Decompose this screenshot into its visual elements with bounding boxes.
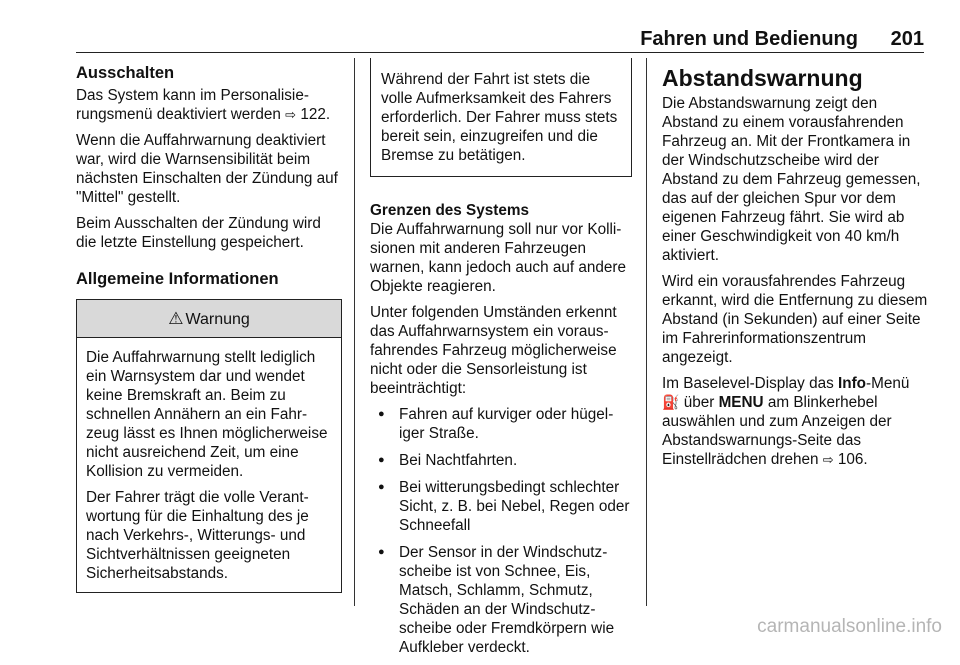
page-number: 201 [890, 28, 924, 50]
warning-header [77, 300, 341, 338]
menu-label: MENU [718, 394, 764, 411]
list-item: ● Der Sensor in der Windschutzscheibe ist von Schnee, Eis, Matsch, Schlamm, Schmutz, Schäden an der Windschutzscheibe oder Fremdkörpern wie Aufkleber verdeckt. [370, 543, 632, 657]
list-item: ● Bei witterungsbedingt schlechter Sicht, z. B. bei Nebel, Regen oder Schneefall [370, 478, 632, 535]
page-ref-link[interactable]: 122. [300, 106, 331, 123]
column-divider-1 [354, 58, 355, 606]
page-ref-link[interactable]: 106. [837, 451, 868, 468]
paragraph: Wird ein vorausfahrendes Fahrzeug erkannt, wird die Entfernung zu diesem Abstand (in Sekunden) auf einer Seite im Fahrerinformationszentrum angezeigt. [662, 273, 928, 366]
watermark: carmanualsonline.info [757, 616, 942, 637]
heading-abstandswarnung: Abstandswarnung [662, 65, 863, 91]
section-title: Fahren und Bedienung [640, 28, 858, 50]
paragraph: Unter folgenden Umständen erkennt das Auffahrwarnsystem ein vorausfahrendes Fahrzeug möglicherweise nicht oder die Sensorleistung ist beeinträchtigt: [370, 304, 617, 397]
warning-triangle-icon: ⚠ [168, 309, 184, 328]
header-divider [76, 52, 924, 53]
bullet-list [370, 405, 632, 657]
page-ref-arrow-icon: ⇨ [822, 452, 834, 467]
warning-box [76, 299, 342, 593]
paragraph-text: Das System kann im Personalisierungsmenü deaktiviert werden [76, 87, 309, 123]
warning-body [77, 338, 341, 592]
heading-grenzen-des-systems: Grenzen des Systems [370, 202, 529, 219]
paragraph-text: am Blinkerhebel auswählen und zum Anzeigen der Abstandswarnungs-Seite das Einstellrädchen drehen [662, 394, 892, 468]
paragraph [76, 86, 342, 124]
list-item: ● Bei Nachtfahrten. [370, 451, 632, 470]
paragraph-text: über [683, 394, 715, 411]
list-item: ● Fahren auf kurviger oder hügeliger Straße. [370, 405, 632, 443]
warning-title: Warnung [185, 311, 250, 328]
page-ref-arrow-icon: ⇨ [285, 107, 297, 122]
warning-paragraph: Der Fahrer trägt die volle Verantwortung für die Einhaltung des je nach Verkehrs-, Witterungs- und Sichtverhältnissen geeigneten Sicherheitsabstands. [86, 489, 309, 582]
car-icon: ⛽ [662, 394, 680, 410]
paragraph: Beim Ausschalten der Zündung wird die letzte Einstellung gespeichert. [76, 215, 321, 251]
warning-box-continued [370, 58, 632, 177]
paragraph [662, 374, 928, 469]
heading-allgemeine-informationen: Allgemeine Informationen [76, 270, 279, 288]
warning-paragraph: Die Auffahrwarnung stellt lediglich ein Warnsystem dar und wendet keine Bremskraft an. Beim zu schnellen Annähern an ein Fahrzeug lässt es Ihnen möglicherweise nicht ausreichend Zeit, um eine Kollision zu vermeiden. [86, 349, 328, 480]
paragraph-text: -Menü [866, 375, 910, 392]
heading-ausschalten: Ausschalten [76, 64, 175, 82]
column-middle [370, 64, 632, 665]
column-right [662, 64, 928, 476]
page-header [0, 0, 960, 58]
column-divider-2 [646, 58, 647, 606]
info-label: Info [837, 375, 867, 392]
column-left [76, 64, 342, 593]
paragraph-text: Im Baselevel-Display das [662, 375, 834, 392]
paragraph: Wenn die Auffahrwarnung deaktiviert war, wird die Warnsensibilität beim nächsten Einschalten der Zündung auf "Mittel" gestellt. [76, 132, 338, 206]
warning-paragraph: Während der Fahrt ist stets die volle Aufmerksamkeit des Fahrers erforderlich. Der Fahrer muss stets bereit sein, einzugreifen und die Bremse zu betätigen. [381, 71, 618, 164]
paragraph: Die Auffahrwarnung soll nur vor Kollisionen mit anderen Fahrzeugen warnen, kann jedoch auch auf andere Objekte reagieren. [370, 221, 626, 295]
paragraph: Die Abstandswarnung zeigt den Abstand zu einem vorausfahrenden Fahrzeug an. Mit der Frontkamera in der Windschutzscheibe wird der Abstand zu dem Fahrzeug gemessen, das auf der gleichen Spur vor dem eigenen Fahrzeug fährt. Sie wird ab einer Geschwindigkeit von 40 km/h aktiviert. [662, 95, 921, 264]
